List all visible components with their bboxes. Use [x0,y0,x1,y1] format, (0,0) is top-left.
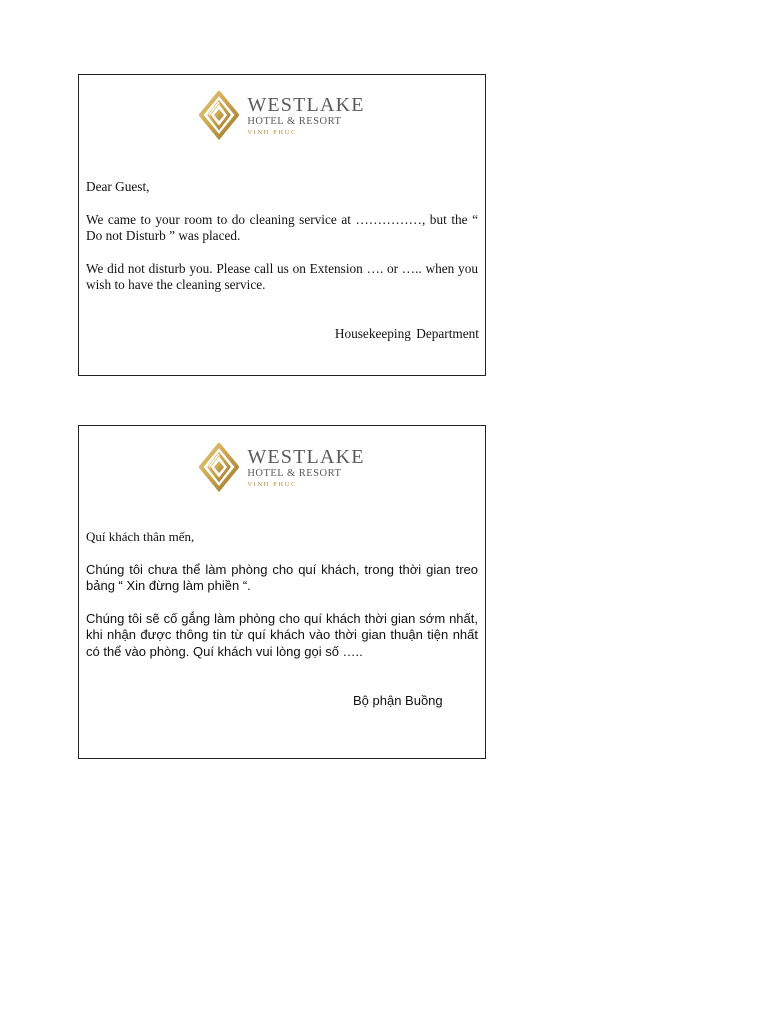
logo-name: WESTLAKE [247,446,365,468]
card-english [78,74,486,376]
westlake-emblem-icon [199,91,239,143]
message-body [86,529,478,676]
hotel-logo [79,91,485,147]
logo-subtitle: HOTEL & RESORT [247,468,342,479]
salutation: Dear Guest, [86,179,150,194]
salutation: Quí khách thân mến, [86,529,195,544]
westlake-emblem-icon [199,443,239,495]
logo-name: WESTLAKE [247,94,365,116]
message-paragraph-1: Chúng tôi chưa thể làm phòng cho quí khách, trong thời gian treo bảng “ Xin đừng làm phiền “. [86,561,478,593]
card-vietnamese [78,425,486,759]
logo-location: VINH PHUC [247,481,297,488]
message-paragraph-2: We did not disturb you. Please call us on Extension …. or ….. when you wish to have the cleaning service. [86,260,478,292]
signature: Housekeeping Department [334,326,479,341]
logo-subtitle: HOTEL & RESORT [247,116,342,127]
message-paragraph-2: Chúng tôi sẽ cố gắng làm phòng cho quí khách thời gian sớm nhất, khi nhận được thông tin từ quí khách vào thời gian thuận tiện nhất có thể vào phòng. Quí khách vui lòng gọi số ….. [86,610,478,659]
logo-location: VINH PHUC [247,129,297,136]
signature: Bộ phận Buồng [353,693,443,708]
message-paragraph-1: We came to your room to do cleaning service at ……………, but the “ Do not Disturb ” was placed. [86,211,478,243]
message-body [86,179,478,310]
hotel-logo [79,443,485,499]
